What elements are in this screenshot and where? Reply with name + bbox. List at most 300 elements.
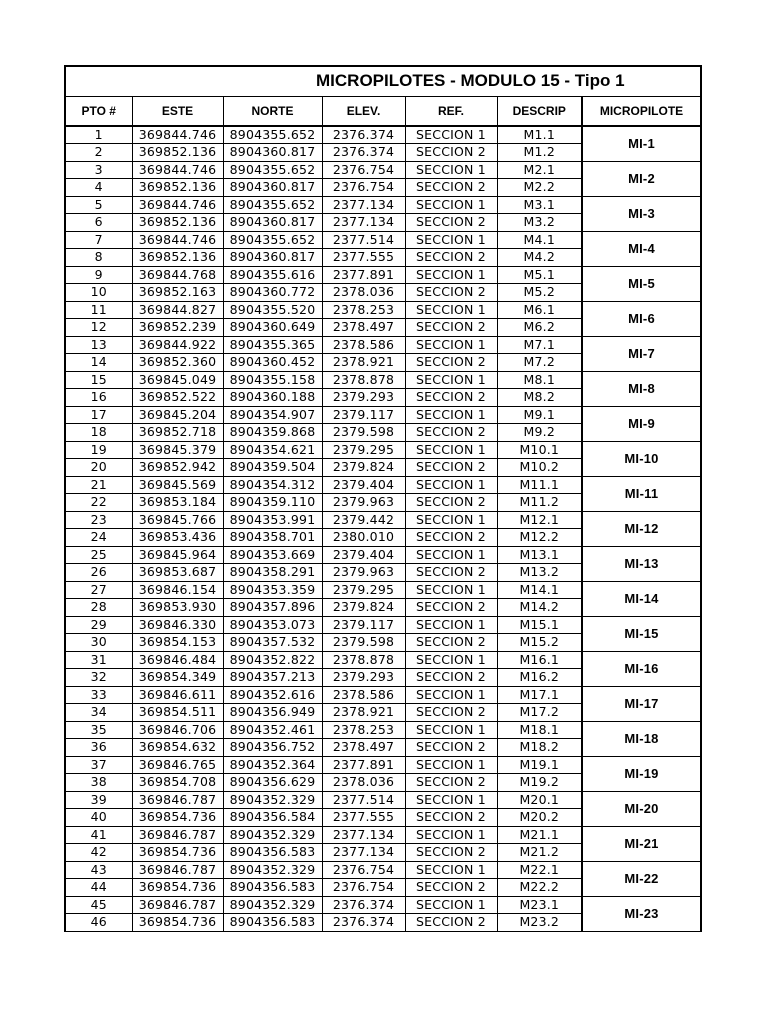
descrip-cell: M14.1 (497, 581, 582, 599)
table-row (65, 861, 701, 879)
norte-cell: 8904356.629 (223, 774, 322, 792)
header-elev: ELEV. (322, 96, 405, 126)
descrip-cell: M22.2 (497, 879, 582, 897)
este-cell: 369854.511 (132, 704, 223, 722)
elev-cell: 2376.374 (322, 144, 405, 162)
table-row (65, 476, 701, 494)
descrip-cell: M4.1 (497, 231, 582, 249)
pto-cell: 19 (65, 441, 132, 459)
este-cell: 369844.768 (132, 266, 223, 284)
header-descrip: DESCRIP (497, 96, 582, 126)
norte-cell: 8904359.110 (223, 494, 322, 512)
norte-cell: 8904356.583 (223, 844, 322, 862)
ref-cell: SECCION 2 (405, 179, 497, 197)
table-row (65, 336, 701, 354)
norte-cell: 8904359.868 (223, 424, 322, 442)
descrip-cell: M2.1 (497, 161, 582, 179)
pto-cell: 34 (65, 704, 132, 722)
norte-cell: 8904355.652 (223, 231, 322, 249)
ref-cell: SECCION 2 (405, 529, 497, 547)
pto-cell: 45 (65, 896, 132, 914)
micropilote-cell: MI-13 (582, 546, 701, 581)
pto-cell: 2 (65, 144, 132, 162)
pto-cell: 28 (65, 599, 132, 617)
elev-cell: 2377.134 (322, 196, 405, 214)
descrip-cell: M3.1 (497, 196, 582, 214)
este-cell: 369844.922 (132, 336, 223, 354)
elev-cell: 2379.117 (322, 616, 405, 634)
elev-cell: 2380.010 (322, 529, 405, 547)
pto-cell: 17 (65, 406, 132, 424)
elev-cell: 2376.374 (322, 896, 405, 914)
pto-cell: 3 (65, 161, 132, 179)
este-cell: 369846.611 (132, 686, 223, 704)
este-cell: 369854.708 (132, 774, 223, 792)
elev-cell: 2379.404 (322, 476, 405, 494)
header-ref: REF. (405, 96, 497, 126)
descrip-cell: M12.1 (497, 511, 582, 529)
este-cell: 369845.964 (132, 546, 223, 564)
pto-cell: 41 (65, 826, 132, 844)
norte-cell: 8904360.772 (223, 284, 322, 302)
ref-cell: SECCION 2 (405, 249, 497, 267)
ref-cell: SECCION 2 (405, 599, 497, 617)
elev-cell: 2379.824 (322, 459, 405, 477)
ref-cell: SECCION 2 (405, 459, 497, 477)
este-cell: 369852.136 (132, 249, 223, 267)
descrip-cell: M19.1 (497, 756, 582, 774)
micropilote-cell: MI-9 (582, 406, 701, 441)
elev-cell: 2379.598 (322, 634, 405, 652)
ref-cell: SECCION 2 (405, 319, 497, 337)
pto-cell: 5 (65, 196, 132, 214)
descrip-cell: M6.1 (497, 301, 582, 319)
pto-cell: 24 (65, 529, 132, 547)
micropilote-cell: MI-12 (582, 511, 701, 546)
norte-cell: 8904360.817 (223, 214, 322, 232)
micropilote-cell: MI-17 (582, 686, 701, 721)
micropilote-cell: MI-16 (582, 651, 701, 686)
norte-cell: 8904354.312 (223, 476, 322, 494)
norte-cell: 8904356.583 (223, 879, 322, 897)
este-cell: 369846.787 (132, 791, 223, 809)
descrip-cell: M16.2 (497, 669, 582, 687)
pto-cell: 16 (65, 389, 132, 407)
norte-cell: 8904356.584 (223, 809, 322, 827)
elev-cell: 2378.921 (322, 354, 405, 372)
micropilote-cell: MI-22 (582, 861, 701, 896)
ref-cell: SECCION 2 (405, 494, 497, 512)
elev-cell: 2377.555 (322, 809, 405, 827)
table-row (65, 721, 701, 739)
micropilote-cell: MI-19 (582, 756, 701, 791)
norte-cell: 8904357.532 (223, 634, 322, 652)
elev-cell: 2377.514 (322, 791, 405, 809)
norte-cell: 8904352.364 (223, 756, 322, 774)
pto-cell: 33 (65, 686, 132, 704)
descrip-cell: M18.1 (497, 721, 582, 739)
este-cell: 369854.736 (132, 879, 223, 897)
ref-cell: SECCION 2 (405, 634, 497, 652)
descrip-cell: M22.1 (497, 861, 582, 879)
este-cell: 369853.436 (132, 529, 223, 547)
micropilote-cell: MI-7 (582, 336, 701, 371)
norte-cell: 8904352.329 (223, 896, 322, 914)
table-row (65, 896, 701, 914)
norte-cell: 8904360.649 (223, 319, 322, 337)
table-row (65, 686, 701, 704)
pto-cell: 13 (65, 336, 132, 354)
table-row (65, 441, 701, 459)
norte-cell: 8904354.907 (223, 406, 322, 424)
ref-cell: SECCION 1 (405, 371, 497, 389)
descrip-cell: M9.1 (497, 406, 582, 424)
norte-cell: 8904355.652 (223, 161, 322, 179)
micropilote-cell: MI-5 (582, 266, 701, 301)
este-cell: 369854.736 (132, 914, 223, 932)
elev-cell: 2376.754 (322, 879, 405, 897)
pto-cell: 38 (65, 774, 132, 792)
pto-cell: 6 (65, 214, 132, 232)
pto-cell: 9 (65, 266, 132, 284)
table-row (65, 301, 701, 319)
elev-cell: 2377.514 (322, 231, 405, 249)
ref-cell: SECCION 1 (405, 791, 497, 809)
descrip-cell: M16.1 (497, 651, 582, 669)
elev-cell: 2377.134 (322, 214, 405, 232)
pto-cell: 43 (65, 861, 132, 879)
este-cell: 369846.787 (132, 826, 223, 844)
este-cell: 369852.163 (132, 284, 223, 302)
pto-cell: 11 (65, 301, 132, 319)
ref-cell: SECCION 1 (405, 686, 497, 704)
pto-cell: 25 (65, 546, 132, 564)
este-cell: 369846.484 (132, 651, 223, 669)
pto-cell: 22 (65, 494, 132, 512)
micropilote-cell: MI-11 (582, 476, 701, 511)
header-pto: PTO # (65, 96, 132, 126)
norte-cell: 8904360.188 (223, 389, 322, 407)
ref-cell: SECCION 1 (405, 511, 497, 529)
descrip-cell: M21.1 (497, 826, 582, 844)
ref-cell: SECCION 1 (405, 126, 497, 144)
elev-cell: 2379.824 (322, 599, 405, 617)
descrip-cell: M13.1 (497, 546, 582, 564)
ref-cell: SECCION 1 (405, 266, 497, 284)
pto-cell: 26 (65, 564, 132, 582)
table-row (65, 406, 701, 424)
norte-cell: 8904352.822 (223, 651, 322, 669)
ref-cell: SECCION 2 (405, 704, 497, 722)
este-cell: 369846.154 (132, 581, 223, 599)
pto-cell: 1 (65, 126, 132, 144)
descrip-cell: M20.1 (497, 791, 582, 809)
elev-cell: 2379.963 (322, 494, 405, 512)
norte-cell: 8904355.365 (223, 336, 322, 354)
micropilote-cell: MI-14 (582, 581, 701, 616)
norte-cell: 8904355.652 (223, 126, 322, 144)
descrip-cell: M12.2 (497, 529, 582, 547)
pto-cell: 7 (65, 231, 132, 249)
pto-cell: 46 (65, 914, 132, 932)
table-row (65, 616, 701, 634)
este-cell: 369852.718 (132, 424, 223, 442)
este-cell: 369853.930 (132, 599, 223, 617)
elev-cell: 2378.921 (322, 704, 405, 722)
norte-cell: 8904356.949 (223, 704, 322, 722)
descrip-cell: M10.2 (497, 459, 582, 477)
elev-cell: 2378.586 (322, 686, 405, 704)
pto-cell: 23 (65, 511, 132, 529)
este-cell: 369845.379 (132, 441, 223, 459)
ref-cell: SECCION 1 (405, 196, 497, 214)
este-cell: 369846.706 (132, 721, 223, 739)
micropilote-cell: MI-3 (582, 196, 701, 231)
ref-cell: SECCION 2 (405, 284, 497, 302)
norte-cell: 8904352.461 (223, 721, 322, 739)
elev-cell: 2377.891 (322, 756, 405, 774)
elev-cell: 2379.295 (322, 581, 405, 599)
pto-cell: 32 (65, 669, 132, 687)
table-row (65, 651, 701, 669)
elev-cell: 2377.134 (322, 844, 405, 862)
micropilotes-table (64, 65, 702, 932)
ref-cell: SECCION 1 (405, 896, 497, 914)
ref-cell: SECCION 1 (405, 616, 497, 634)
micropilote-cell: MI-15 (582, 616, 701, 651)
pto-cell: 12 (65, 319, 132, 337)
norte-cell: 8904352.329 (223, 791, 322, 809)
ref-cell: SECCION 2 (405, 844, 497, 862)
descrip-cell: M10.1 (497, 441, 582, 459)
micropilote-cell: MI-20 (582, 791, 701, 826)
este-cell: 369846.787 (132, 896, 223, 914)
micropilote-cell: MI-18 (582, 721, 701, 756)
este-cell: 369845.204 (132, 406, 223, 424)
ref-cell: SECCION 2 (405, 424, 497, 442)
ref-cell: SECCION 2 (405, 354, 497, 372)
descrip-cell: M20.2 (497, 809, 582, 827)
micropilote-cell: MI-4 (582, 231, 701, 266)
este-cell: 369846.330 (132, 616, 223, 634)
ref-cell: SECCION 1 (405, 546, 497, 564)
norte-cell: 8904356.583 (223, 914, 322, 932)
elev-cell: 2379.293 (322, 669, 405, 687)
pto-cell: 29 (65, 616, 132, 634)
norte-cell: 8904353.991 (223, 511, 322, 529)
este-cell: 369844.746 (132, 196, 223, 214)
elev-cell: 2378.253 (322, 721, 405, 739)
norte-cell: 8904353.359 (223, 581, 322, 599)
micropilote-cell: MI-8 (582, 371, 701, 406)
descrip-cell: M5.2 (497, 284, 582, 302)
descrip-cell: M5.1 (497, 266, 582, 284)
table-row (65, 826, 701, 844)
table-row (65, 546, 701, 564)
norte-cell: 8904358.291 (223, 564, 322, 582)
este-cell: 369845.569 (132, 476, 223, 494)
pto-cell: 18 (65, 424, 132, 442)
descrip-cell: M8.2 (497, 389, 582, 407)
elev-cell: 2378.586 (322, 336, 405, 354)
descrip-cell: M8.1 (497, 371, 582, 389)
header-micropilote: MICROPILOTE (582, 96, 701, 126)
pto-cell: 42 (65, 844, 132, 862)
descrip-cell: M19.2 (497, 774, 582, 792)
norte-cell: 8904354.621 (223, 441, 322, 459)
table-row (65, 511, 701, 529)
ref-cell: SECCION 1 (405, 476, 497, 494)
elev-cell: 2376.374 (322, 914, 405, 932)
ref-cell: SECCION 1 (405, 721, 497, 739)
micropilote-cell: MI-2 (582, 161, 701, 196)
ref-cell: SECCION 1 (405, 756, 497, 774)
pto-cell: 37 (65, 756, 132, 774)
este-cell: 369853.184 (132, 494, 223, 512)
pto-cell: 4 (65, 179, 132, 197)
table-row (65, 266, 701, 284)
micropilote-cell: MI-10 (582, 441, 701, 476)
elev-cell: 2376.754 (322, 861, 405, 879)
este-cell: 369852.136 (132, 214, 223, 232)
pto-cell: 40 (65, 809, 132, 827)
descrip-cell: M9.2 (497, 424, 582, 442)
micropilote-cell: MI-23 (582, 896, 701, 931)
document-page (64, 65, 700, 932)
ref-cell: SECCION 1 (405, 861, 497, 879)
micropilote-cell: MI-1 (582, 126, 701, 162)
pto-cell: 8 (65, 249, 132, 267)
descrip-cell: M7.1 (497, 336, 582, 354)
table-header-row (65, 96, 701, 126)
elev-cell: 2378.036 (322, 774, 405, 792)
elev-cell: 2379.293 (322, 389, 405, 407)
pto-cell: 14 (65, 354, 132, 372)
elev-cell: 2376.754 (322, 179, 405, 197)
elev-cell: 2379.404 (322, 546, 405, 564)
table-row (65, 756, 701, 774)
este-cell: 369846.787 (132, 861, 223, 879)
pto-cell: 27 (65, 581, 132, 599)
este-cell: 369844.746 (132, 161, 223, 179)
descrip-cell: M3.2 (497, 214, 582, 232)
descrip-cell: M23.2 (497, 914, 582, 932)
table-row (65, 371, 701, 389)
descrip-cell: M11.2 (497, 494, 582, 512)
ref-cell: SECCION 2 (405, 774, 497, 792)
este-cell: 369844.746 (132, 231, 223, 249)
norte-cell: 8904355.520 (223, 301, 322, 319)
norte-cell: 8904360.817 (223, 249, 322, 267)
pto-cell: 36 (65, 739, 132, 757)
descrip-cell: M17.1 (497, 686, 582, 704)
table-row (65, 161, 701, 179)
norte-cell: 8904353.669 (223, 546, 322, 564)
este-cell: 369852.942 (132, 459, 223, 477)
este-cell: 369846.765 (132, 756, 223, 774)
norte-cell: 8904352.616 (223, 686, 322, 704)
table-row (65, 196, 701, 214)
este-cell: 369854.349 (132, 669, 223, 687)
ref-cell: SECCION 1 (405, 441, 497, 459)
ref-cell: SECCION 2 (405, 389, 497, 407)
ref-cell: SECCION 2 (405, 809, 497, 827)
micropilote-cell: MI-6 (582, 301, 701, 336)
este-cell: 369844.746 (132, 126, 223, 144)
norte-cell: 8904360.817 (223, 179, 322, 197)
elev-cell: 2376.754 (322, 161, 405, 179)
elev-cell: 2379.963 (322, 564, 405, 582)
norte-cell: 8904357.896 (223, 599, 322, 617)
table-row (65, 581, 701, 599)
pto-cell: 10 (65, 284, 132, 302)
descrip-cell: M13.2 (497, 564, 582, 582)
ref-cell: SECCION 1 (405, 161, 497, 179)
elev-cell: 2378.497 (322, 739, 405, 757)
descrip-cell: M4.2 (497, 249, 582, 267)
este-cell: 369854.153 (132, 634, 223, 652)
elev-cell: 2378.036 (322, 284, 405, 302)
descrip-cell: M17.2 (497, 704, 582, 722)
elev-cell: 2377.555 (322, 249, 405, 267)
ref-cell: SECCION 2 (405, 879, 497, 897)
elev-cell: 2378.497 (322, 319, 405, 337)
descrip-cell: M1.2 (497, 144, 582, 162)
este-cell: 369845.766 (132, 511, 223, 529)
ref-cell: SECCION 1 (405, 581, 497, 599)
ref-cell: SECCION 1 (405, 301, 497, 319)
pto-cell: 31 (65, 651, 132, 669)
descrip-cell: M15.1 (497, 616, 582, 634)
micropilote-cell: MI-21 (582, 826, 701, 861)
este-cell: 369845.049 (132, 371, 223, 389)
norte-cell: 8904360.452 (223, 354, 322, 372)
ref-cell: SECCION 1 (405, 826, 497, 844)
elev-cell: 2379.295 (322, 441, 405, 459)
norte-cell: 8904352.329 (223, 826, 322, 844)
este-cell: 369844.827 (132, 301, 223, 319)
descrip-cell: M11.1 (497, 476, 582, 494)
este-cell: 369854.736 (132, 844, 223, 862)
norte-cell: 8904360.817 (223, 144, 322, 162)
pto-cell: 21 (65, 476, 132, 494)
descrip-cell: M18.2 (497, 739, 582, 757)
norte-cell: 8904359.504 (223, 459, 322, 477)
pto-cell: 35 (65, 721, 132, 739)
ref-cell: SECCION 2 (405, 914, 497, 932)
ref-cell: SECCION 1 (405, 651, 497, 669)
ref-cell: SECCION 2 (405, 144, 497, 162)
header-este: ESTE (132, 96, 223, 126)
este-cell: 369852.360 (132, 354, 223, 372)
ref-cell: SECCION 2 (405, 669, 497, 687)
ref-cell: SECCION 2 (405, 214, 497, 232)
norte-cell: 8904352.329 (223, 861, 322, 879)
norte-cell: 8904355.616 (223, 266, 322, 284)
descrip-cell: M21.2 (497, 844, 582, 862)
pto-cell: 39 (65, 791, 132, 809)
pto-cell: 44 (65, 879, 132, 897)
norte-cell: 8904358.701 (223, 529, 322, 547)
elev-cell: 2379.442 (322, 511, 405, 529)
este-cell: 369852.136 (132, 144, 223, 162)
ref-cell: SECCION 1 (405, 231, 497, 249)
norte-cell: 8904357.213 (223, 669, 322, 687)
elev-cell: 2379.117 (322, 406, 405, 424)
este-cell: 369852.136 (132, 179, 223, 197)
elev-cell: 2378.878 (322, 651, 405, 669)
descrip-cell: M14.2 (497, 599, 582, 617)
